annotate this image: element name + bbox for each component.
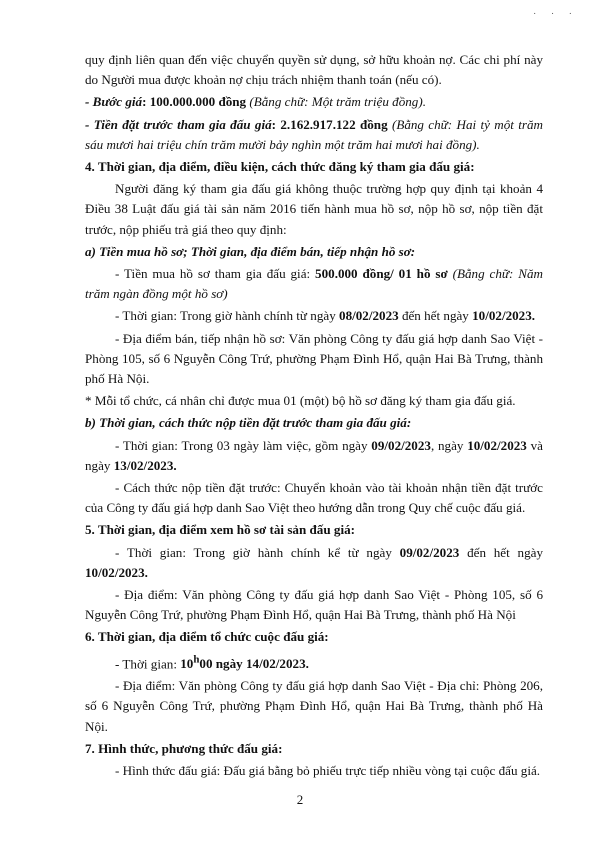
viewing-time-date2: 10/02/2023. bbox=[85, 564, 148, 580]
deposit-words: (Bằng chữ: Hai tỷ một trăm sáu mươi hai triệu chín trăm mười bảy nghìn một trăm hai mươi hai đồng). bbox=[85, 116, 543, 152]
page-number: 2 bbox=[296, 792, 304, 807]
dossier-time-line bbox=[85, 306, 543, 326]
deposit-method-line: - Cách thức nộp tiền đặt trước: Chuyển khoản vào tài khoản nhận tiền đặt trước của Công ty đấu giá hợp danh Sao Việt theo hướng dẫn trong Quy chế cuộc đấu giá. bbox=[85, 480, 543, 516]
auction-time-line bbox=[85, 650, 543, 675]
bid-step-label: - Bước giá bbox=[85, 94, 143, 110]
dossier-fee-value: 500.000 đồng/ 01 hồ sơ bbox=[315, 266, 448, 282]
deposit-time-sep: , ngày bbox=[430, 437, 468, 453]
deposit-label: - Tiền đặt trước tham gia đấu giá bbox=[85, 116, 272, 132]
deposit-time-line bbox=[85, 436, 543, 476]
section-4a-heading: a) Tiền mua hồ sơ; Thời gian, địa điểm bán, tiếp nhận hồ sơ: bbox=[85, 243, 416, 259]
dossier-fee-line bbox=[85, 264, 543, 304]
section-4b-heading: b) Thời gian, cách thức nộp tiền đặt trước tham gia đấu giá: bbox=[85, 415, 412, 431]
auction-form-line: - Hình thức đấu giá: Đấu giá bằng bỏ phiếu trực tiếp nhiều vòng tại cuộc đấu giá. bbox=[115, 763, 541, 779]
viewing-time-line bbox=[85, 543, 543, 583]
dossier-time-date2: 10/02/2023. bbox=[472, 308, 536, 324]
viewing-place-line: - Địa điểm: Văn phòng Công ty đấu giá hợp danh Sao Việt - Phòng 105, số 6 Nguyễn Công Trứ, phường Phạm Đình Hổ, quận Hai Bà Trưng, thành phố Hà Nội bbox=[85, 587, 543, 623]
bid-step-value: : 100.000.000 đồng bbox=[142, 94, 247, 110]
viewing-time-pre: - Thời gian: Trong giờ hành chính kể từ ngày bbox=[115, 544, 400, 560]
section-4-paragraph: Người đăng ký tham gia đấu giá không thuộc trường hợp quy định tại khoản 4 Điều 38 Luật đấu giá tài sản năm 2016 tiến hành mua hồ sơ, nộp hồ sơ, nộp tiền đặt trước, nộp phiếu trả giá theo quy định: bbox=[85, 181, 543, 237]
dossier-fee-pre: - Tiền mua hồ sơ tham gia đấu giá: bbox=[115, 266, 316, 282]
section-7-heading: 7. Hình thức, phương thức đấu giá: bbox=[85, 740, 283, 756]
viewing-time-date1: 09/02/2023 bbox=[399, 544, 460, 560]
deposit-time-date2: 10/02/2023 bbox=[467, 437, 527, 453]
deposit-line bbox=[85, 115, 543, 155]
deposit-time-date1: 09/02/2023 bbox=[371, 437, 431, 453]
section-4-heading: 4. Thời gian, địa điểm, điều kiện, cách thức đăng ký tham gia đấu giá: bbox=[85, 159, 475, 175]
auction-place-line: - Địa điểm: Văn phòng Công ty đấu giá hợp danh Sao Việt - Địa chỉ: Phòng 206, số 6 Nguyễn Công Trứ, phường Phạm Đình Hổ, quận Hai Bà Trưng, thành phố Hà Nội. bbox=[85, 678, 543, 734]
paragraph-intro: quy định liên quan đến việc chuyển quyền sử dụng, sở hữu khoản nợ. Các chi phí này do Người mua được khoản nợ chịu trách nhiệm thanh toán (nếu có). bbox=[85, 52, 543, 88]
deposit-time-pre: - Thời gian: Trong 03 ngày làm việc, gồm ngày bbox=[115, 437, 372, 453]
auction-hour-sup: h bbox=[193, 653, 200, 666]
dossier-time-date1: 08/02/2023 bbox=[339, 308, 399, 324]
dossier-note: * Mỗi tổ chức, cá nhân chỉ được mua 01 (một) bộ hồ sơ đăng ký tham gia đấu giá. bbox=[85, 393, 516, 409]
bid-step-line bbox=[85, 92, 543, 112]
section-6-heading: 6. Thời gian, địa điểm tổ chức cuộc đấu giá: bbox=[85, 629, 329, 645]
deposit-time-date3: 13/02/2023. bbox=[113, 457, 177, 473]
dossier-time-mid: đến hết ngày bbox=[398, 308, 473, 324]
auction-date: 00 ngày 14/02/2023. bbox=[199, 656, 309, 672]
bid-step-words: (Bằng chữ: Một trăm triệu đồng). bbox=[246, 94, 426, 110]
document-body bbox=[85, 50, 543, 783]
dossier-time-pre: - Thời gian: Trong giờ hành chính từ ngày bbox=[115, 308, 340, 324]
dossier-fee-words: (Bằng chữ: Năm trăm ngàn đồng một hồ sơ) bbox=[85, 266, 543, 302]
auction-hour: 10 bbox=[180, 656, 194, 672]
auction-time-value bbox=[180, 653, 309, 672]
viewing-time-mid: đến hết ngày bbox=[459, 544, 543, 560]
deposit-time-and: và ngày bbox=[85, 437, 543, 473]
auction-time-pre: - Thời gian: bbox=[115, 656, 181, 672]
corner-mark: ˙ ˙ ˙ bbox=[533, 12, 578, 23]
deposit-value: : 2.162.917.122 đồng bbox=[271, 116, 388, 132]
dossier-place-line: - Địa điểm bán, tiếp nhận hồ sơ: Văn phòng Công ty đấu giá hợp danh Sao Việt - Phòng 105, số 6 Nguyễn Công Trứ, phường Phạm Đình Hổ, quận Hai Bà Trưng, thành phố Hà Nội. bbox=[85, 330, 543, 387]
section-5-heading: 5. Thời gian, địa điểm xem hồ sơ tài sản đấu giá: bbox=[85, 522, 356, 538]
